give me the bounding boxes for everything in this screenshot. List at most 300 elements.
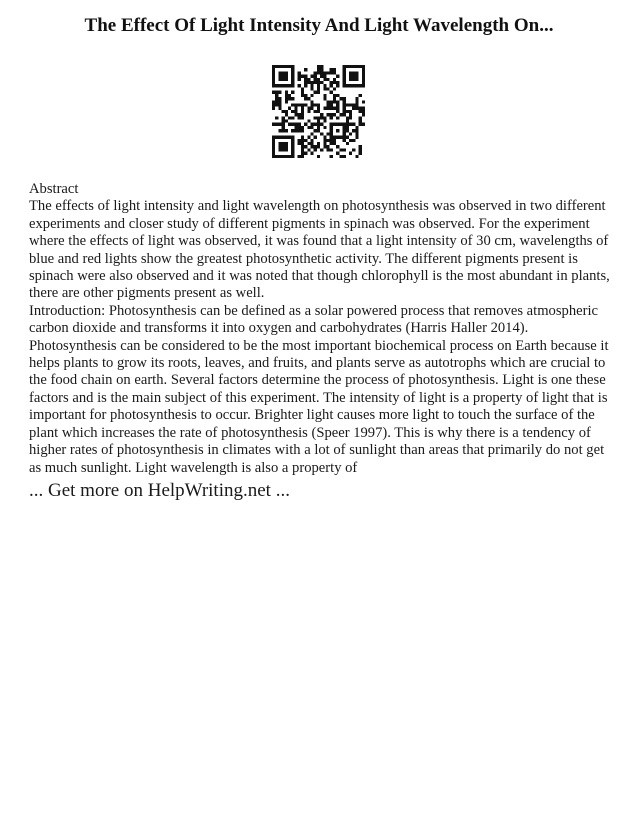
qr-module (343, 103, 346, 106)
qr-module (359, 116, 362, 119)
qr-module (285, 84, 288, 87)
qr-module (333, 136, 336, 139)
qr-module (317, 142, 320, 145)
qr-module (298, 123, 301, 126)
qr-module (317, 81, 320, 84)
abstract-heading: Abstract (29, 181, 79, 197)
qr-module (310, 81, 313, 84)
qr-module (288, 107, 291, 110)
qr-module (330, 103, 333, 106)
qr-module (307, 107, 310, 110)
qr-module (278, 142, 281, 145)
qr-module (272, 71, 275, 74)
qr-module (317, 110, 320, 113)
qr-module (298, 126, 301, 129)
qr-module (285, 100, 288, 103)
qr-module (346, 126, 349, 129)
qr-module (343, 97, 346, 100)
qr-module (333, 100, 336, 103)
qr-module (291, 142, 294, 145)
qr-module (278, 107, 281, 110)
qr-module (323, 107, 326, 110)
qr-module (336, 94, 339, 97)
qr-module (288, 97, 291, 100)
qr-module (349, 113, 352, 116)
qr-module (355, 84, 358, 87)
qr-module (275, 116, 278, 119)
qr-module (355, 65, 358, 68)
qr-module (278, 148, 281, 151)
qr-module (288, 84, 291, 87)
qr-module (327, 113, 330, 116)
qr-module (336, 84, 339, 87)
qr-module (336, 129, 339, 132)
qr-module (285, 65, 288, 68)
qr-module (352, 103, 355, 106)
qr-module (317, 126, 320, 129)
qr-module (285, 136, 288, 139)
qr-module (307, 110, 310, 113)
qr-module (282, 123, 285, 126)
qr-module (298, 155, 301, 158)
qr-module (272, 107, 275, 110)
qr-module (355, 107, 358, 110)
qr-module (314, 136, 317, 139)
qr-module (323, 94, 326, 97)
qr-module (291, 68, 294, 71)
qr-code-graphic (272, 65, 365, 158)
qr-module (339, 113, 342, 116)
qr-module (330, 113, 333, 116)
qr-module (304, 103, 307, 106)
qr-module (323, 116, 326, 119)
qr-module (317, 84, 320, 87)
qr-module (291, 81, 294, 84)
qr-module (282, 120, 285, 123)
qr-module (294, 123, 297, 126)
get-more-link[interactable]: ... Get more on HelpWriting.net ... (29, 480, 290, 501)
qr-module (310, 123, 313, 126)
qr-module (272, 91, 275, 94)
qr-module (304, 81, 307, 84)
qr-module (333, 97, 336, 100)
qr-module (330, 100, 333, 103)
qr-module (333, 107, 336, 110)
qr-module (291, 65, 294, 68)
qr-module (272, 81, 275, 84)
qr-module (336, 75, 339, 78)
qr-module (323, 75, 326, 78)
qr-module (275, 155, 278, 158)
qr-module (320, 71, 323, 74)
qr-module (310, 152, 313, 155)
qr-module (291, 84, 294, 87)
qr-module (317, 78, 320, 81)
qr-module (278, 155, 281, 158)
qr-module (323, 136, 326, 139)
qr-module (359, 152, 362, 155)
qr-module (307, 126, 310, 129)
qr-module (333, 68, 336, 71)
qr-module (310, 139, 313, 142)
qr-module (275, 65, 278, 68)
qr-module (301, 148, 304, 151)
qr-module (327, 132, 330, 135)
qr-module (285, 120, 288, 123)
qr-module (355, 126, 358, 129)
qr-module (294, 129, 297, 132)
qr-module (301, 116, 304, 119)
qr-module (304, 97, 307, 100)
qr-module (275, 91, 278, 94)
qr-module (304, 78, 307, 81)
qr-module (282, 129, 285, 132)
qr-module (314, 116, 317, 119)
qr-module (285, 97, 288, 100)
qr-module (272, 78, 275, 81)
qr-module (275, 94, 278, 97)
qr-module (282, 84, 285, 87)
qr-module (336, 100, 339, 103)
qr-module (314, 145, 317, 148)
qr-module (320, 148, 323, 151)
qr-module (352, 148, 355, 151)
qr-module (291, 71, 294, 74)
qr-module (327, 100, 330, 103)
qr-module (301, 155, 304, 158)
qr-module (298, 103, 301, 106)
qr-module (346, 142, 349, 145)
qr-module (301, 103, 304, 106)
qr-module (330, 126, 333, 129)
qr-module (282, 65, 285, 68)
qr-module (291, 116, 294, 119)
qr-module (282, 126, 285, 129)
qr-module (327, 78, 330, 81)
qr-module (362, 81, 365, 84)
qr-module (314, 81, 317, 84)
qr-module (298, 78, 301, 81)
qr-module (272, 75, 275, 78)
qr-module (362, 107, 365, 110)
qr-module (343, 81, 346, 84)
qr-module (301, 142, 304, 145)
qr-module (278, 129, 281, 132)
qr-module (301, 145, 304, 148)
qr-module (330, 142, 333, 145)
qr-module (352, 65, 355, 68)
qr-module (336, 145, 339, 148)
qr-module (272, 142, 275, 145)
qr-module (288, 123, 291, 126)
qr-module (362, 110, 365, 113)
qr-module (362, 68, 365, 71)
qr-module (288, 116, 291, 119)
qr-module (327, 87, 330, 90)
qr-module (352, 71, 355, 74)
qr-module (330, 132, 333, 135)
qr-module (310, 100, 313, 103)
qr-module (320, 123, 323, 126)
qr-module (301, 113, 304, 116)
qr-module (317, 116, 320, 119)
qr-module (362, 65, 365, 68)
qr-module (343, 129, 346, 132)
qr-module (314, 123, 317, 126)
qr-module (339, 155, 342, 158)
qr-module (282, 75, 285, 78)
qr-module (330, 116, 333, 119)
qr-module (317, 129, 320, 132)
qr-module (285, 78, 288, 81)
qr-module (346, 120, 349, 123)
qr-module (291, 148, 294, 151)
qr-module (285, 148, 288, 151)
qr-module (355, 155, 358, 158)
qr-module (339, 148, 342, 151)
qr-module (307, 97, 310, 100)
qr-module (288, 155, 291, 158)
qr-module (314, 129, 317, 132)
qr-module (355, 132, 358, 135)
qr-module (310, 75, 313, 78)
qr-module (323, 87, 326, 90)
qr-module (323, 126, 326, 129)
qr-module (343, 78, 346, 81)
qr-module (343, 110, 346, 113)
qr-module (291, 155, 294, 158)
qr-module (285, 94, 288, 97)
qr-module (317, 145, 320, 148)
qr-module (323, 71, 326, 74)
qr-module (314, 103, 317, 106)
qr-module (314, 148, 317, 151)
qr-module (310, 84, 313, 87)
qr-module (330, 148, 333, 151)
qr-module (333, 94, 336, 97)
qr-module (285, 129, 288, 132)
qr-module (333, 78, 336, 81)
qr-module (278, 71, 281, 74)
qr-module (343, 136, 346, 139)
qr-module (352, 129, 355, 132)
qr-module (349, 84, 352, 87)
qr-module (301, 152, 304, 155)
qr-module (282, 71, 285, 74)
qr-module (349, 75, 352, 78)
qr-module (349, 110, 352, 113)
qr-module (310, 103, 313, 106)
qr-module (307, 142, 310, 145)
qr-module (327, 139, 330, 142)
qr-module (304, 68, 307, 71)
qr-module (352, 139, 355, 142)
qr-module (314, 78, 317, 81)
qr-module (323, 78, 326, 81)
qr-module (333, 71, 336, 74)
qr-module (278, 84, 281, 87)
qr-module (355, 103, 358, 106)
qr-module (298, 84, 301, 87)
qr-module (343, 126, 346, 129)
qr-module (336, 152, 339, 155)
qr-module (285, 113, 288, 116)
qr-module (352, 84, 355, 87)
qr-module (355, 129, 358, 132)
qr-module (330, 139, 333, 142)
qr-module (317, 87, 320, 90)
qr-module (272, 68, 275, 71)
qr-module (362, 78, 365, 81)
qr-module (330, 68, 333, 71)
qr-module (323, 97, 326, 100)
abstract-paragraph: The effects of light intensity and light wavelength on photosynthesis was observed in two different experiments and closer study of different pigments in spinach was observed. For the experiment where the effects of light was observed, it was found that a light intensity of 30 cm, wavelengths of blue and red lights show the greatest photosynthetic activity. The different pigments present is spinach were also observed and it was noted that though chlorophyll is the most abundant in plants, there are other pigments present as well. (29, 198, 610, 302)
qr-module (314, 110, 317, 113)
qr-module (291, 78, 294, 81)
qr-module (349, 116, 352, 119)
qr-module (307, 81, 310, 84)
qr-module (362, 123, 365, 126)
qr-module (359, 120, 362, 123)
qr-module (346, 116, 349, 119)
qr-module (275, 97, 278, 100)
qr-module (317, 107, 320, 110)
qr-module (285, 155, 288, 158)
qr-module (362, 75, 365, 78)
qr-module (272, 65, 275, 68)
qr-module (359, 123, 362, 126)
qr-module (301, 107, 304, 110)
qr-module (343, 100, 346, 103)
qr-module (349, 123, 352, 126)
qr-module (282, 155, 285, 158)
qr-module (323, 145, 326, 148)
qr-module (359, 84, 362, 87)
qr-module (294, 126, 297, 129)
qr-module (355, 78, 358, 81)
document-body (29, 181, 613, 477)
qr-module (333, 87, 336, 90)
qr-module (304, 123, 307, 126)
qr-module (320, 132, 323, 135)
qr-module (291, 152, 294, 155)
qr-module (282, 148, 285, 151)
qr-module (307, 148, 310, 151)
qr-module (291, 123, 294, 126)
qr-module (278, 75, 281, 78)
qr-module (352, 123, 355, 126)
qr-module (330, 84, 333, 87)
qr-module (330, 107, 333, 110)
qr-module (288, 94, 291, 97)
qr-module (310, 145, 313, 148)
qr-module (339, 136, 342, 139)
qr-module (294, 110, 297, 113)
qr-module (336, 103, 339, 106)
qr-module (343, 68, 346, 71)
qr-module (355, 97, 358, 100)
qr-module (352, 107, 355, 110)
qr-module (304, 139, 307, 142)
qr-module (343, 75, 346, 78)
qr-module (314, 75, 317, 78)
qr-module (352, 78, 355, 81)
qr-module (330, 136, 333, 139)
qr-module (275, 136, 278, 139)
qr-module (343, 132, 346, 135)
qr-module (298, 139, 301, 142)
qr-module (323, 120, 326, 123)
qr-module (317, 68, 320, 71)
qr-module (327, 145, 330, 148)
qr-module (272, 148, 275, 151)
qr-module (317, 71, 320, 74)
qr-module (285, 71, 288, 74)
qr-module (282, 145, 285, 148)
qr-module (272, 103, 275, 106)
qr-module (275, 100, 278, 103)
qr-module (285, 110, 288, 113)
qr-module (285, 91, 288, 94)
qr-module (359, 110, 362, 113)
qr-module (310, 126, 313, 129)
qr-module (272, 139, 275, 142)
qr-module (320, 65, 323, 68)
qr-module (359, 65, 362, 68)
qr-module (310, 107, 313, 110)
qr-module (336, 136, 339, 139)
qr-module (346, 136, 349, 139)
qr-module (298, 116, 301, 119)
qr-module (278, 78, 281, 81)
qr-module (317, 103, 320, 106)
qr-module (352, 75, 355, 78)
qr-module (317, 155, 320, 158)
qr-module (317, 123, 320, 126)
qr-module (304, 94, 307, 97)
qr-module (336, 107, 339, 110)
qr-module (320, 68, 323, 71)
qr-module (336, 116, 339, 119)
qr-module (317, 120, 320, 123)
qr-module (275, 123, 278, 126)
qr-module (288, 136, 291, 139)
qr-module (278, 91, 281, 94)
qr-code-icon (272, 65, 365, 158)
qr-module (346, 65, 349, 68)
qr-module (327, 107, 330, 110)
qr-module (343, 107, 346, 110)
qr-module (362, 113, 365, 116)
qr-module (282, 142, 285, 145)
qr-module (304, 75, 307, 78)
qr-module (298, 75, 301, 78)
qr-module (336, 110, 339, 113)
qr-module (349, 71, 352, 74)
qr-module (355, 75, 358, 78)
qr-module (301, 110, 304, 113)
qr-module (301, 136, 304, 139)
introduction-paragraph: Introduction: Photosynthesis can be defined as a solar powered process that removes atmospheric carbon dioxide and transforms it into oxygen and carbohydrates (Harris Haller 2014). Photosynthesis can be considered to be the most important biochemical process on Earth because it helps plants to grow its roots, leaves, and fruits, and plants serve as autotrophs which are crucial to the food chain on earth. Several factors determine the process of photosynthesis. Light is one these factors and is the main subject of this experiment. The intensity of light is a property of light that is important for photosynthesis to occur. Brighter light causes more light to touch the surface of the plant which increases the rate of photosynthesis (Speer 1997). This is why there is a tendency of higher rates of photosynthesis in climates with a lot of sunlight than areas that primarily do not get as much sunlight. Light wavelength is also a property of (29, 302, 609, 476)
qr-module (307, 78, 310, 81)
qr-module (285, 145, 288, 148)
qr-module (346, 103, 349, 106)
qr-module (343, 123, 346, 126)
qr-module (349, 139, 352, 142)
qr-module (320, 116, 323, 119)
qr-module (307, 120, 310, 123)
qr-module (343, 113, 346, 116)
